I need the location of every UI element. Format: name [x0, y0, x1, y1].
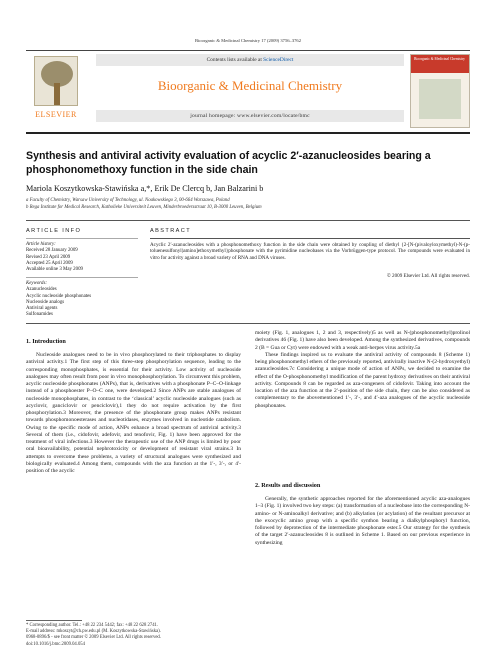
elsevier-wordmark: ELSEVIER: [35, 110, 77, 119]
footnotes: [26, 623, 251, 648]
history-label: Article history:: [26, 242, 56, 247]
corresponding-author-note: * Corresponding author. Tel.: +48 22 234 5442; fax: +48 22 628 2741.: [26, 623, 159, 628]
introduction-paragraph: Nucleoside analogues need to be in vivo phosphorylated to their triphosphates to display antiviral activity.1 The first step of this three-step phosphorylation sequence, leading to the corresponding monophosphates, is essential for their activity. Low activity of nucleoside analogues may often result from poor in vivo monophosphorylation. To circumvent this problem, acyclic nucleoside phosphonates (ANPs), that is, derivatives with a phosphonate P–C–O-linkage instead of a phosphoester P–O–C one, were developed.2 Since ANPs are stable analogues of nucleoside monophosphates, in contrast to the ‘classical’ acyclic nucleoside analogues (such as acyclovir, ganciclovir or penciclovir),1 they do not require activation by the first phosphorylation.3 Moreover, the presence of the phosphonate group makes ANPs resistant towards phosphomonoesterases and nucleotidases, enzymes involved in nucleotide catabolism. Owing to the specific mode of action, ANPs enhance a broad spectrum of antiviral activity.3 Several of them (i.e., cidofovir, adefovir, and tenofovir, Fig. 1) have been approved for the treatment of viral infections.3 However the therapeutic use of the ANP drugs is limited by poor oral bioavailability, potential nephrotoxicity or development of resistant viral strains.3 In attempts to overcome these problems, a variety of structural analogues were synthesized and biologically evaluated.4 Among them, compounds with the aza function at the 1′-, 3′-, or 4′-position of the acyclic: [26, 352, 241, 474]
article-info-heading: ARTICLE INFO: [26, 228, 82, 234]
affiliation-a: a Faculty of Chemistry, Warsaw University of Technology, ul. Noakowskiego 3, 00-664 Warszawa, Poland: [26, 198, 230, 203]
keyword-item: Sulfonamides: [26, 312, 53, 318]
results-column: [255, 496, 470, 547]
keywords-label: Keywords:: [26, 281, 48, 286]
journal-homepage-banner[interactable]: journal homepage: www.elsevier.com/locate/bmc: [96, 110, 404, 122]
cover-title: Bioorganic & Medicinal Chemistry: [414, 57, 465, 61]
right-column: [255, 330, 470, 410]
elsevier-tree-icon: [34, 56, 78, 106]
keyword-item: Antiviral agents: [26, 306, 58, 312]
history-item: Accepted 25 April 2009: [26, 260, 73, 266]
history-item: Received 28 January 2009: [26, 248, 78, 254]
journal-title: Bioorganic & Medicinal Chemistry: [157, 78, 343, 93]
issn-line: 0968-0896/$ - see front matter © 2009 Elsevier Ltd. All rights reserved.: [26, 635, 161, 641]
introduction-column: [26, 352, 241, 475]
email-note[interactable]: E-mail address: mkoszyt@ch.pw.edu.pl (M. Koszytkowska-Stawińska).: [26, 629, 161, 635]
body-divider: [26, 323, 470, 324]
footnote-rule: [26, 620, 82, 621]
keywords-rule: [26, 277, 138, 278]
keyword-item: Acyclic nucleoside phosphonates: [26, 293, 92, 299]
sciencedirect-link[interactable]: ScienceDirect: [263, 57, 294, 63]
abstract-copyright: © 2009 Elsevier Ltd. All rights reserved.: [386, 273, 470, 279]
keywords-list: [26, 281, 138, 319]
results-paragraph: Generally, the synthetic approaches reported for the aforementioned acyclic aza-analogues 1–3 (Fig. 1) involved two key steps: (a) transformation of a nucleobase into the corresponding N-amino- or N-aminoalkyl derivative; and (b) alkylation (or acylation) of the resultant precursor at the exocyclic amino group with a specific synthon bearing a dialkylphosphoryl function, followed by deprotection of the intermediate phosphonate ester.5 Our strategy for the synthesis of the target 2′-azanucleosides 8 is outlined in Scheme 1. Based on our previous experience in synthesizing: [255, 496, 470, 546]
right-paragraph-1: moiety (Fig. 1, analogues 1, 2 and 3, respectively)5 as well as N-(phosphonomethyl)prolinol derivatives 46 (Fig. 1) have also been developed. Among the synthesized derivatives, compounds 2 (B = Gua or Cyt) were endowed with a weak anti-herpes virus activity.5a: [255, 330, 470, 351]
right-paragraph-2: These findings inspired us to evaluate the antiviral activity of compounds 8 (Scheme 1) being phosphonomethyl ethers of the previously reported, antivirally inactive N-(2-hydroxyethyl) azanucleosides.7c Considering a unique mode of action of ANPs, we decided to examine the effect of the O-phosphonomethyl modification of the parent hydroxy derivatives on their antiviral activity. Compounds 8 can be regarded as aza-congeners of cidofovir. Taking into account the location of the aza function at the 2′-position of the side chain, they can be also considered as complementary to the abovementioned 1′-, 3′-, and 4′-aza analogues of the acyclic nucleoside phosphonates.: [255, 351, 470, 409]
masthead-bottom-rule: [26, 132, 470, 134]
journal-citation-line: Bioorganic & Medicinal Chemistry 17 (2009) 3756–3762: [194, 38, 302, 43]
keyword-item: Azanucleosides: [26, 287, 57, 293]
masthead-top-rule: [26, 50, 470, 51]
abstract-heading: ABSTRACT: [150, 228, 192, 234]
doi-line[interactable]: doi:10.1016/j.bmc.2009.04.054: [26, 641, 85, 647]
journal-masthead: [26, 50, 470, 134]
history-item: Available online 3 May 2009: [26, 267, 83, 273]
elsevier-logo[interactable]: [26, 56, 86, 126]
contents-prefix: Contents lists available at: [206, 57, 264, 63]
abstract-rule: [150, 238, 470, 239]
article-authors: Mariola Koszytkowska-Stawińska a,*, Erik De Clercq b, Jan Balzarini b: [26, 184, 264, 193]
contents-banner: [96, 54, 404, 66]
abstract-text: Acyclic 2′-azanucleosides with a phosphonomethoxy function in the side chain were obtained by coupling of diethyl {2-[N-(pivaloyloxymethyl)-N-(p-toluenesulfonyl)amino]ethoxymethyl}phosphonate with the pyrimidine nucleobases via the Vorbrüggen-type protocol. The compounds were evaluated in vitro for activity against a broad variety of RNA and DNA viruses.: [150, 242, 470, 261]
cover-image: [419, 79, 461, 119]
affiliation-b: b Rega Institute for Medical Research, Katholieke Universiteit Leuven, Minderbroedersstraat 10, B-3000 Leuven, Belgium: [26, 205, 262, 210]
introduction-heading: 1. Introduction: [26, 338, 66, 345]
journal-cover-thumbnail[interactable]: [410, 54, 470, 128]
article-title: Synthesis and antiviral activity evaluation of acyclic 2′-azanucleosides bearing a phosphonomethoxy function in the side chain: [26, 150, 431, 176]
history-item: Revised 23 April 2009: [26, 254, 71, 260]
article-history: [26, 242, 138, 273]
article-info-rule: [26, 238, 138, 239]
keyword-item: Nucleoside analogs: [26, 299, 65, 305]
results-heading: 2. Results and discussion: [255, 482, 321, 489]
section-divider: [26, 220, 470, 221]
